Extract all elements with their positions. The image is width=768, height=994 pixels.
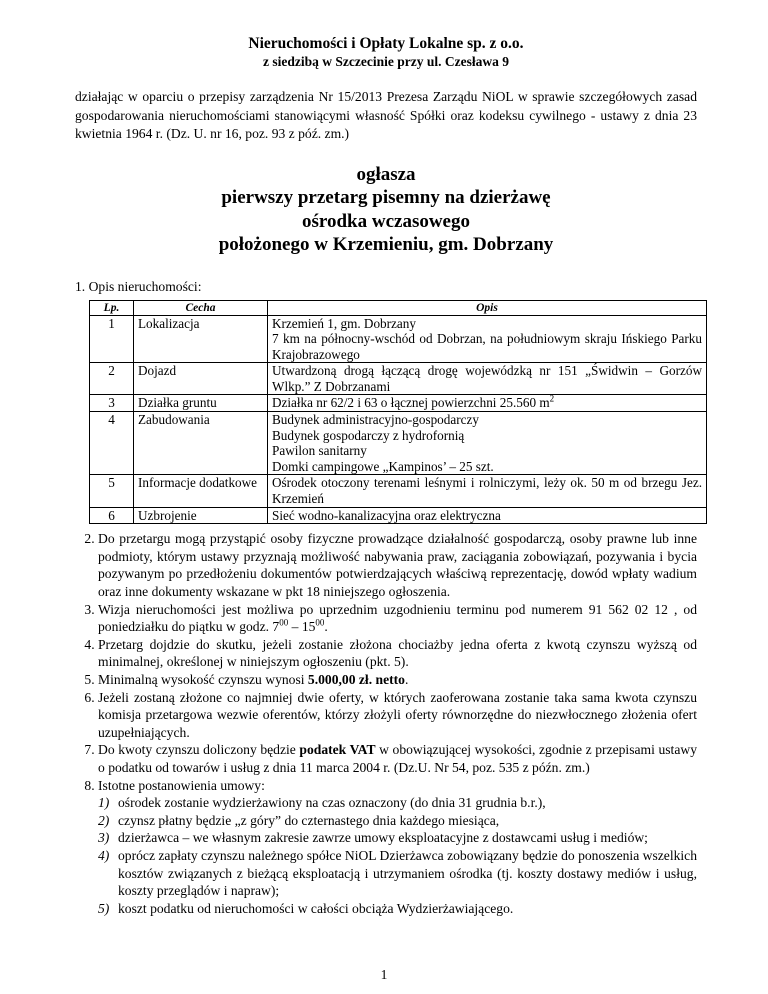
condition-8-text: Istotne postanowienia umowy: <box>98 777 265 793</box>
section-1-heading: 1. Opis nieruchomości: <box>75 278 202 294</box>
item-number: 2) <box>98 812 110 828</box>
item-text: ośrodek zostanie wydzierżawiony na czas oznaczony (do dnia 31 grudnia b.r.), <box>118 795 546 811</box>
condition-3-text: . <box>324 619 328 635</box>
opis-line: Ośrodek otoczony terenami leśnymi i rolniczymi, leży ok. 50 m od brzegu Jez. Krzemień <box>272 475 702 507</box>
item-number: 5) <box>98 900 110 916</box>
condition-5 <box>98 671 697 689</box>
announcement-line-1: ogłasza <box>356 163 416 185</box>
opis-line: Krzemień 1, gm. Dobrzany <box>272 315 416 331</box>
time-superscript: 00 <box>315 617 325 628</box>
conditions-list <box>75 530 697 917</box>
condition-6: 6. Jeżeli zostaną złożone co najmniej dwie oferty, w których zaoferowana zostanie taka sama kwota czynszu komisja przetargowa wezwie oferentów, którzy złożyli oferty równorzędne do niezwłocznego złożenia ofert uzupełniających. <box>98 689 697 742</box>
row-lp: 1 <box>90 315 134 363</box>
table-row <box>90 475 707 507</box>
announcement-line-3: ośrodka wczasowego <box>301 210 470 232</box>
list-item <box>98 847 697 900</box>
announcement-line-4: położonego w Krzemieniu, gm. Dobrzany <box>218 234 554 255</box>
row-opis <box>268 363 707 395</box>
property-table <box>89 300 707 525</box>
row-lp: 3 <box>90 395 134 412</box>
condition-4: 4. Przetarg dojdzie do skutku, jeżeli zostanie złożona chociażby jedna oferta z kwotą czynszu wyższą od minimalnej, określonej w niniejszym ogłoszeniu (pkt. 5). <box>98 636 697 671</box>
area-unit-superscript: 2 <box>549 394 555 405</box>
opis-line: Pawilon sanitarny <box>272 443 367 459</box>
opis-line: Budynek gospodarczy z hydrofornią <box>272 427 465 443</box>
condition-3-text: Wizja nieruchomości jest możliwa po uprzednim uzgodnieniu terminu pod numerem 91 562 02 12 , od poniedziałku do piątku w godz. 7 <box>98 601 697 635</box>
condition-2: 2. Do przetargu mogą przystąpić osoby fizyczne prowadzące działalność gospodarczą, osoby prawne lub inne podmioty, którym ustawy przyznają możliwość nabywania praw, zaciągania zobowiązań, pozywania i bycia pozywanym po przedłożeniu dokumentów potwierdzających właściwą reprezentację, dowód wpłaty wadium oraz inne dokumenty wskazane w pkt 18 niniejszego ogłoszenia. <box>98 530 697 600</box>
opis-line: 7 km na północny-wschód od Dobrzan, na południowym skraju Ińskiego Parku Krajobrazowego <box>272 331 702 362</box>
row-opis <box>268 412 707 475</box>
condition-7 <box>98 741 697 776</box>
row-opis <box>268 507 707 524</box>
table-row <box>90 507 707 524</box>
condition-7-text: Do kwoty czynszu doliczony będzie <box>98 742 300 758</box>
header-lp: Lp. <box>90 300 134 315</box>
row-cecha: Zabudowania <box>134 412 268 475</box>
vat-label: podatek VAT <box>299 742 376 758</box>
row-cecha: Lokalizacja <box>134 315 268 363</box>
condition-5-text: . <box>404 671 409 687</box>
condition-3 <box>98 601 697 636</box>
intro-paragraph: działając w oparciu o przepisy zarządzenia Nr 15/2013 Prezesa Zarządu NiOL w sprawie szczegółowych zasad gospodarowania nieruchomościami stanowiącymi własność Spółki oraz kodeksu cywilnego - ustawy z dnia 23 kwietnia 1964 r. (Dz. U. nr 16, poz. 93 z póź. zm.) <box>75 89 697 141</box>
row-opis <box>268 475 707 507</box>
announcement-line-2: pierwszy przetarg pisemny na dzierżawę <box>221 187 551 208</box>
page-number: 1 <box>380 967 388 982</box>
row-lp: 6 <box>90 507 134 524</box>
table-header-row <box>90 300 707 315</box>
item-text: oprócz zapłaty czynszu należnego spółce NiOL Dzierżawca zobowiązany będzie do ponoszenia wszelkich kosztów związanych z bieżącą eksploatacją i utrzymaniem ośrodka (tj. koszty dostawy mediów i usług, koszty przeglądów i napraw); <box>118 847 697 899</box>
list-item <box>98 794 697 812</box>
row-cecha: Działka gruntu <box>134 395 268 412</box>
contract-terms-list <box>98 794 697 917</box>
item-number: 4) <box>98 847 110 863</box>
condition-8 <box>98 777 697 918</box>
company-seat: z siedzibą w Szczecinie przy ul. Czesława 9 <box>263 54 509 69</box>
list-item <box>98 829 697 847</box>
time-superscript: 00 <box>279 617 289 628</box>
item-text: koszt podatku od nieruchomości w całości obciąża Wydzierżawiającego. <box>118 900 514 916</box>
opis-line: Budynek administracyjno-gospodarczy <box>272 412 479 428</box>
row-lp: 4 <box>90 412 134 475</box>
list-item <box>98 812 697 830</box>
company-name: Nieruchomości i Opłaty Lokalne sp. z o.o. <box>248 35 524 52</box>
row-lp: 2 <box>90 363 134 395</box>
minimum-rent: 5.000,00 zł. netto <box>307 671 405 687</box>
condition-3-text: – 15 <box>288 619 316 635</box>
header-cecha: Cecha <box>134 300 268 315</box>
row-cecha: Informacje dodatkowe <box>134 475 268 507</box>
document-page <box>75 34 702 917</box>
item-number: 3) <box>98 830 110 846</box>
opis-line: Działka nr 62/2 i 63 o łącznej powierzchni 25.560 m <box>272 395 550 411</box>
row-opis <box>268 315 707 363</box>
table-row <box>90 395 707 412</box>
item-number: 1) <box>98 795 110 811</box>
table-row <box>90 412 707 475</box>
row-lp: 5 <box>90 475 134 507</box>
row-opis <box>268 395 707 412</box>
announcement-title <box>75 163 697 257</box>
opis-line: Domki campingowe „Kampinos’ – 25 szt. <box>272 458 494 474</box>
opis-line: Utwardzoną drogą łączącą drogę wojewódzką nr 151 „Świdwin – Gorzów Wlkp.” Z Dobrzanami <box>272 363 702 394</box>
item-text: czynsz płatny będzie „z góry” do czternastego dnia każdego miesiąca, <box>118 812 500 828</box>
row-cecha: Uzbrojenie <box>134 507 268 524</box>
item-text: dzierżawca – we własnym zakresie zawrze umowy eksploatacyjne z dostawcami usług i mediów; <box>118 830 648 846</box>
opis-line: Sieć wodno-kanalizacyjna oraz elektryczna <box>272 507 501 523</box>
header-opis: Opis <box>268 300 707 315</box>
row-cecha: Dojazd <box>134 363 268 395</box>
table-row <box>90 315 707 363</box>
list-item <box>98 900 697 918</box>
table-row <box>90 363 707 395</box>
condition-5-text: Minimalną wysokość czynszu wynosi <box>98 671 308 687</box>
condition-7-text: w obowiązującej wysokości, zgodnie z przepisami ustawy o podatku od towarów i usług z dnia 11 marca 2004 r. (Dz.U. Nr 54, poz. 535 z późn. zm.) <box>98 742 697 775</box>
